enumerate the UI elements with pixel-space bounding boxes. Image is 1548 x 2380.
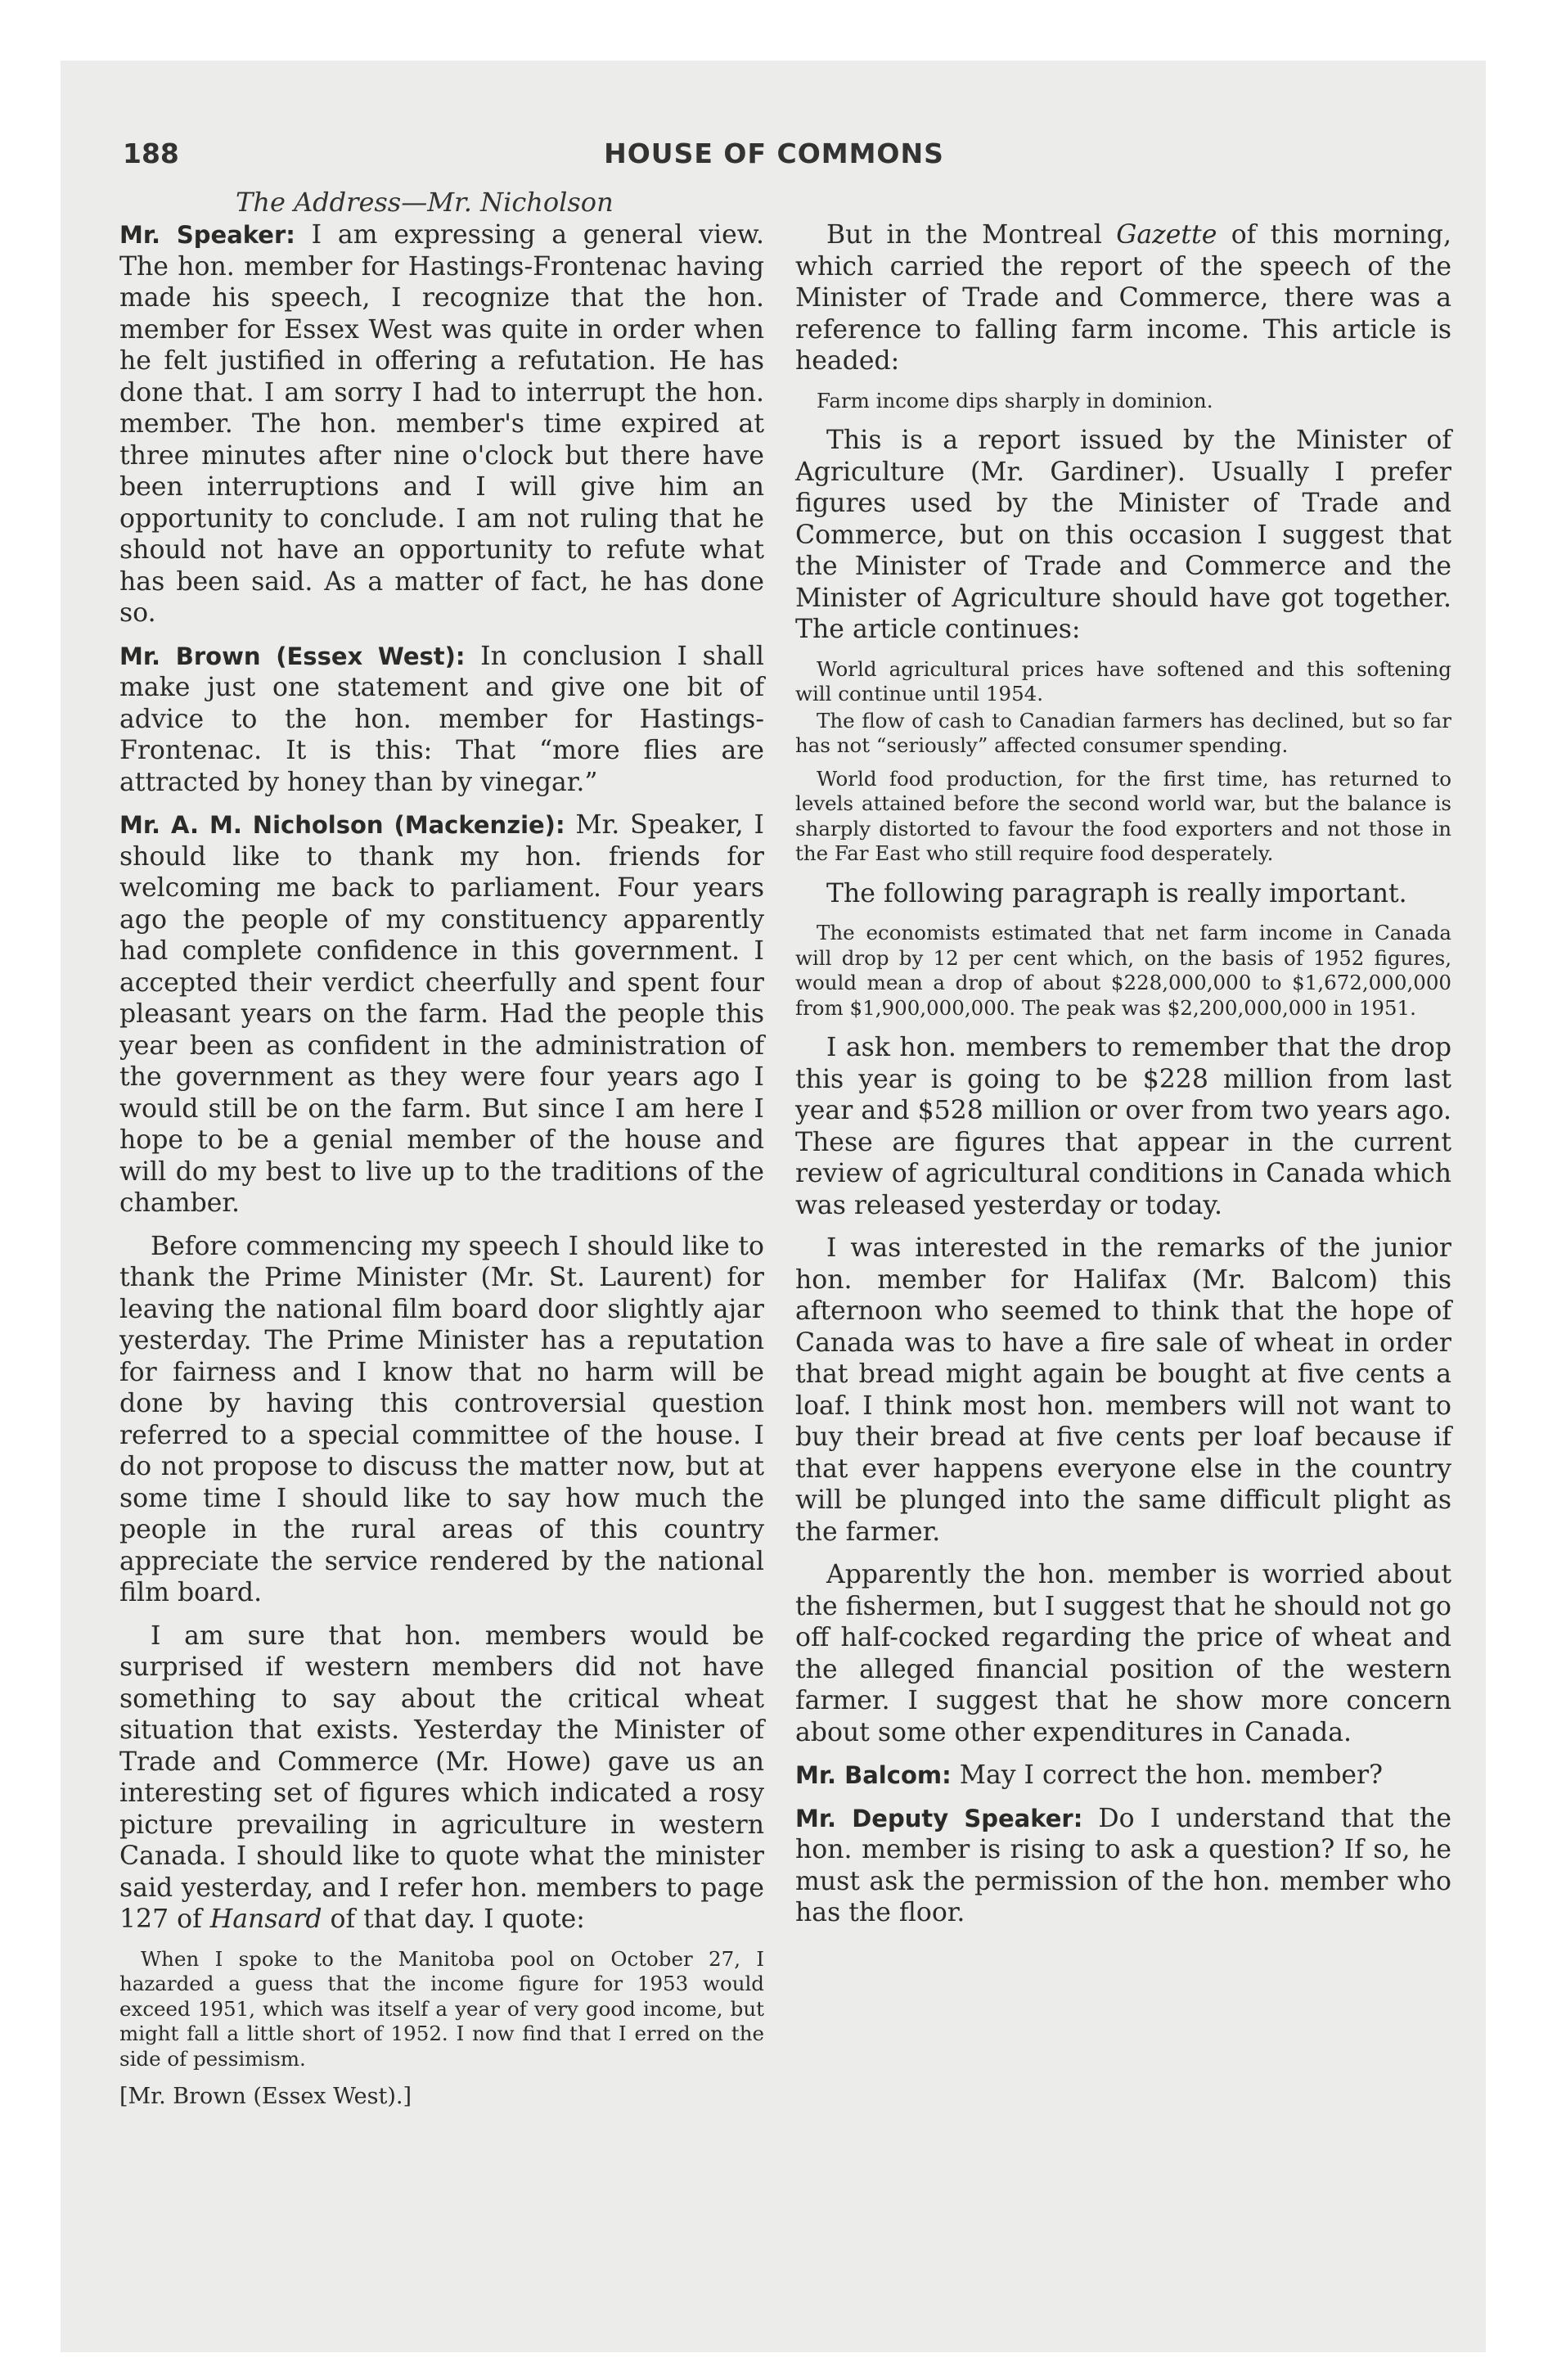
speech-text: I am sure that hon. members would be surprised if western members did not have something to say about the critical wheat situation that exists. Yesterday the Minister of Trade and Commerce (Mr. Howe) gave us an interesting set of figures which indicated a rosy picture prevailing in agriculture in western Canada. I should like to quote what the minister said yesterday, and I refer hon. members to page 127 of [119, 1620, 764, 1934]
speaker-name: Mr. Balcom: [795, 1761, 952, 1789]
speaker-name: Mr. Deputy Speaker: [795, 1804, 1083, 1832]
publication-title: Hansard [209, 1904, 322, 1934]
paragraph: This is a report issued by the Minister of Agriculture (Mr. Gardiner). Usually I prefer figures used by the Minister of Trade and Commerce, but on this occasion I suggest that the Minister of Trade and Commerce and the Minister of Agriculture should have got together. The article continues: [795, 426, 1451, 644]
paragraph [795, 1803, 1451, 1929]
speech-text: of this morning, which carried the report of the speech of the Minister of Trade and Commerce, there was a reference to falling farm income. This article is headed: [795, 220, 1451, 376]
speech-text: Do I understand that the hon. member is rising to ask a question? If so, he must ask the permission of the hon. member who has the floor. [795, 1803, 1451, 1927]
left-column [119, 219, 764, 2122]
speaker-name: Mr. Brown (Essex West): [119, 642, 466, 670]
block-quote: World agricultural prices have softened and this softening will continue until 1954. [795, 656, 1451, 705]
block-quote: When I spoke to the Manitoba pool on October 27, I hazarded a guess that the income figure for 1953 would exceed 1951, which was itself a year of very good income, but might fall a little short of 1952. I now find that I erred on the side of pessimism. [119, 1946, 764, 2071]
block-quote: The flow of cash to Canadian farmers has declined, but so far has not “seriously” affected consumer spending. [795, 708, 1451, 757]
block-quote: World food production, for the first time, has returned to levels attained before the second world war, but the balance is sharply distorted to favour the food exporters and not those in the Far East who still require food desperately. [795, 766, 1451, 865]
speech-text: May I correct the hon. member? [951, 1760, 1383, 1790]
paragraph: The following paragraph is really important. [826, 878, 1407, 908]
paragraph [119, 1620, 764, 1936]
speech-text: Mr. Speaker, I should like to thank my hon. friends for welcoming me back to parliament. Four years ago the people of my constituency apparently had complete confidence in this government. I accepted their verdict cheerfully and spent four pleasant years on the farm. Had the people this year been as confident in the administration of the government as they were four years ago I would still be on the farm. But since I am here I hope to be a genial member of the house and will do my best to live up to the traditions of the chamber. [119, 810, 764, 1218]
running-head: HOUSE OF COMMONS [604, 137, 944, 169]
paragraph [119, 641, 764, 799]
right-column [795, 219, 1451, 1941]
page-number: 188 [123, 137, 179, 169]
speaker-name: Mr. A. M. Nicholson (Mackenzie): [119, 811, 565, 839]
speaker-name: Mr. Speaker: [119, 221, 295, 249]
speech-text: But in the Montreal [826, 220, 1117, 250]
section-subhead: The Address—Mr. Nicholson [236, 187, 614, 218]
paragraph [795, 1760, 1451, 1792]
paragraph: Apparently the hon. member is worried about the fishermen, but I suggest that he should not go off half-cocked regarding the price of wheat and the alleged financial position of the western farmer. I suggest that he show more concern about some other expenditures in Canada. [795, 1560, 1451, 1747]
paragraph [795, 219, 1451, 377]
speech-text: I am expressing a general view. The hon. member for Hastings-Frontenac having made his speech, I recognize that the hon. member for Essex West was quite in order when he felt justified in offering a refutation. He has done that. I am sorry I had to interrupt the hon. member. The hon. member's time expired at three minutes after nine o'clock but there have been interruptions and I will give him an opportunity to conclude. I am not ruling that he should not have an opportunity to refute what has been said. As a matter of fact, he has done so. [119, 220, 764, 628]
paragraph: I was interested in the remarks of the junior hon. member for Halifax (Mr. Balcom) this afternoon who seemed to think that the hope of Canada was to have a fire sale of wheat in order that bread might again be bought at five cents a loaf. I think most hon. members will not want to buy their bread at five cents per loaf because if that ever happens everyone else in the country will be plunged into the same difficult plight as the farmer. [795, 1233, 1451, 1547]
publication-title: Gazette [1116, 220, 1217, 250]
paragraph [119, 219, 764, 629]
speech-text: of that day. I quote: [322, 1904, 585, 1934]
paragraph: Before commencing my speech I should like to thank the Prime Minister (Mr. St. Laurent) for leaving the national film board door slightly ajar yesterday. The Prime Minister has a reputation for fairness and I know that no harm will be done by having this controversial question referred to a special committee of the house. I do not propose to discuss the matter now, but at some time I should like to say how much the people in the rural areas of this country appreciate the service rendered by the national film board. [119, 1231, 764, 1607]
paragraph [119, 809, 764, 1219]
speaker-footer: [Mr. Brown (Essex West).] [119, 2084, 412, 2109]
speech-text: In conclusion I shall make just one statement and give one bit of advice to the hon. member for Hastings-Frontenac. It is this: That “more flies are attracted by honey than by vinegar.” [119, 641, 765, 797]
block-quote: Farm income dips sharply in dominion. [817, 388, 1213, 412]
block-quote: The economists estimated that net farm income in Canada will drop by 12 per cent which, on the basis of 1952 figures, would mean a drop of about $228,000,000 to $1,672,000,000 from $1,900,000,000. The peak was $2,200,000,000 in 1951. [795, 921, 1451, 1020]
paragraph: I ask hon. members to remember that the drop this year is going to be $228 million from last year and $528 million or over from two years ago. These are figures that appear in the current review of agricultural conditions in Canada which was released yesterday or today. [795, 1033, 1451, 1220]
